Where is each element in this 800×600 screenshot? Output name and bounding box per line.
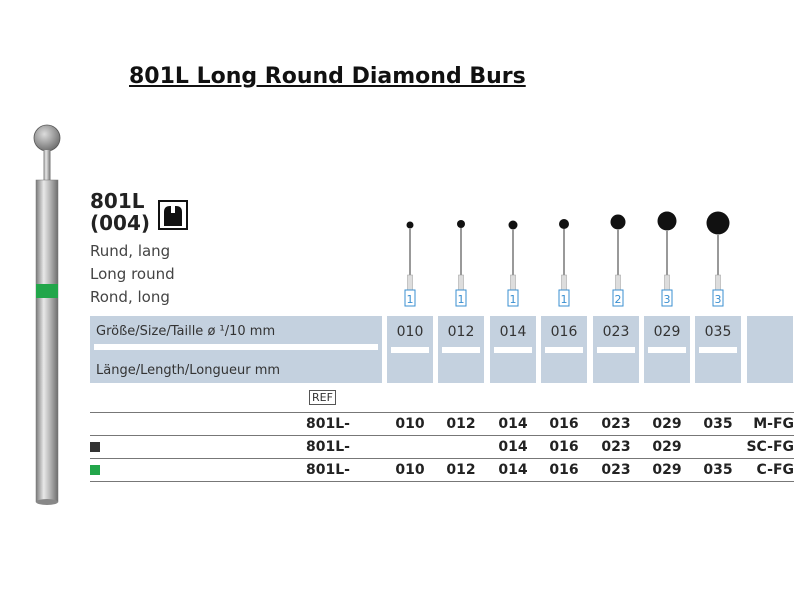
tip-illustrations [380,205,760,307]
size-column-bar [699,347,737,353]
row-prefix: 801L- [306,439,350,455]
size-column-bar [648,347,686,353]
tip-023 [611,215,626,307]
row-value: 012 [446,416,476,432]
size-column-value: 035 [704,324,732,340]
size-column-bar [391,347,429,353]
shape-name-fr: Rond, long [90,288,170,306]
size-column [490,316,536,383]
size-column [593,316,639,383]
table-row [0,437,800,459]
row-prefix: 801L- [306,416,350,432]
row-value: 029 [652,439,682,455]
row-value: 035 [703,416,733,432]
size-column [695,316,741,383]
size-column [438,316,484,383]
table-row [0,414,800,436]
row-type: SC-FG [746,439,794,455]
size-label: Größe/Size/Taille ø ¹/10 mm [96,324,276,339]
size-column-bar [545,347,583,353]
tip-035 [707,212,730,307]
size-header-panel [90,316,382,383]
pack-marker: 1 [457,293,465,306]
row-type: M-FG [753,416,794,432]
product-code: 801L [90,189,145,213]
row-value: 010 [395,416,425,432]
size-bar [94,344,378,350]
size-column-value: 029 [653,324,681,340]
length-label: Länge/Length/Longueur mm [96,363,281,378]
row-value: 016 [549,416,579,432]
steel-shank-marker [90,442,100,452]
friction-grip-shank-icon [158,200,188,230]
tip-029 [658,212,677,307]
table-divider [90,458,794,459]
pack-marker: 1 [509,293,517,306]
pack-marker: 3 [714,293,722,306]
size-column-value: 023 [602,324,630,340]
row-type: C-FG [756,462,794,478]
bur-neck [44,150,51,180]
row-value: 012 [446,462,476,478]
row-value: 016 [549,439,579,455]
row-value: 014 [498,416,528,432]
coarse-grit-marker [90,465,100,475]
row-prefix: 801L- [306,462,350,478]
row-value: 029 [652,416,682,432]
row-value: 035 [703,462,733,478]
size-column-value: 012 [447,324,475,340]
size-column [541,316,587,383]
iso-code: (004) [90,211,151,235]
pack-marker: 1 [560,293,568,306]
row-value: 023 [601,416,631,432]
size-column [644,316,690,383]
pack-marker: 2 [614,293,622,306]
shape-names [90,240,175,309]
pack-marker: 3 [663,293,671,306]
tip-010 [405,222,415,307]
size-column-bar [442,347,480,353]
tip-016 [559,219,569,306]
size-column-value: 014 [499,324,527,340]
size-column-bar [597,347,635,353]
row-value: 010 [395,462,425,478]
ref-label: REF [309,390,336,405]
page-title: 801L Long Round Diamond Burs [129,64,526,89]
row-value: 014 [498,439,528,455]
pack-marker: 1 [406,293,414,306]
table-divider [90,412,794,413]
table-divider [90,481,794,482]
bur-head [34,125,60,151]
row-value: 016 [549,462,579,478]
tip-012 [456,220,466,306]
table-row [0,460,800,482]
size-column-bar [494,347,532,353]
size-column-value: 010 [396,324,424,340]
size-column [387,316,433,383]
product-code-block [90,190,150,234]
row-value: 029 [652,462,682,478]
size-column-value: 016 [550,324,578,340]
shape-name-en: Long round [90,265,175,283]
table-divider [90,435,794,436]
shape-name-de: Rund, lang [90,242,171,260]
row-value: 023 [601,462,631,478]
tip-014 [508,221,518,307]
row-value: 023 [601,439,631,455]
bur-color-ring [36,284,58,298]
size-column-empty [747,316,793,383]
row-value: 014 [498,462,528,478]
